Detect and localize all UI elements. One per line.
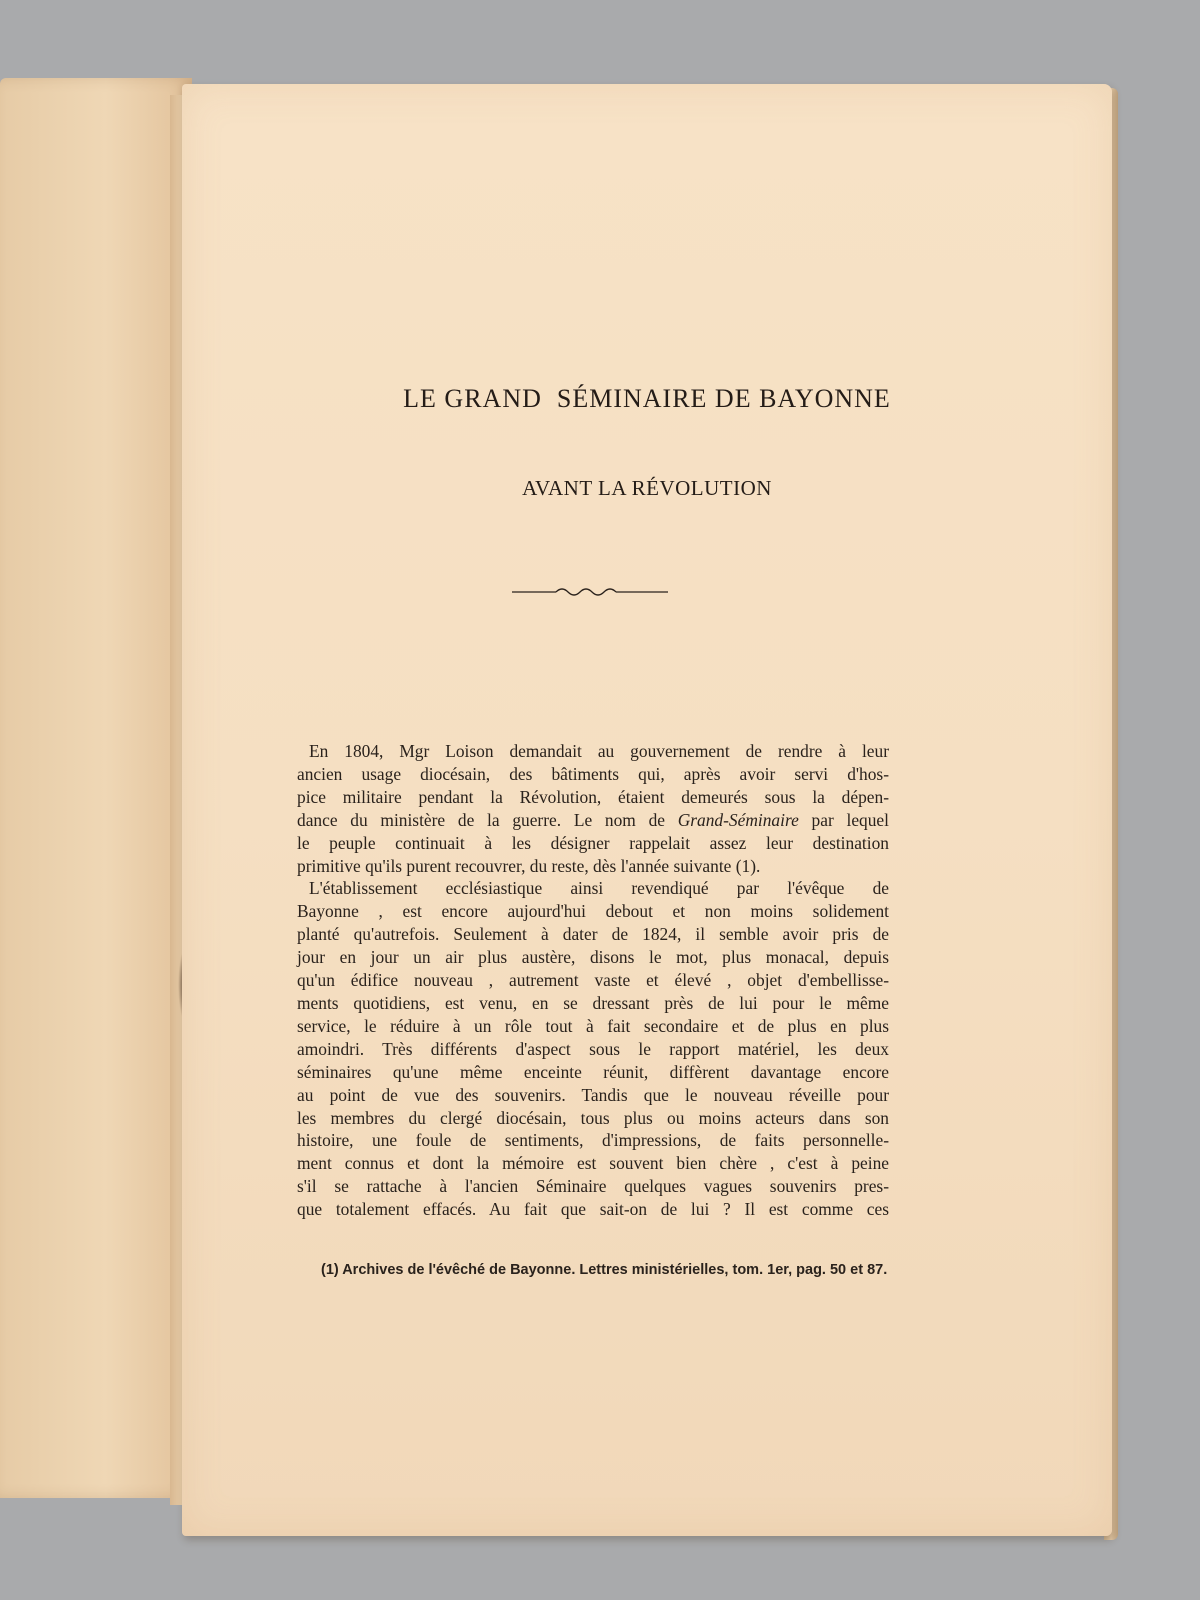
page-title: LE GRAND SÉMINAIRE DE BAYONNE	[403, 384, 891, 413]
text-line: En 1804, Mgr Loison demandait au gouvernement de rendre à leur	[309, 741, 889, 761]
text-line: qu'un édifice nouveau , autrement vaste et élevé , objet d'embellisse-	[297, 970, 889, 991]
footnote: (1) Archives de l'évêché de Bayonne. Lettres ministérielles, tom. 1er, pag. 50 et 87.	[321, 1262, 888, 1278]
text-line: les membres du clergé diocésain, tous plus ou moins acteurs dans son	[297, 1107, 889, 1128]
text-line: service, le réduire à un rôle tout à fait secondaire et de plus en plus	[297, 1015, 889, 1036]
text-segment: par lequel	[798, 809, 889, 830]
text-line: que totalement effacés. Au fait que sait-on de lui ? Il est comme ces	[297, 1199, 889, 1220]
paragraph-1	[297, 740, 889, 877]
italic-term: Grand-Séminaire	[677, 809, 799, 830]
ornament-divider-icon	[512, 585, 668, 599]
page-subtitle: AVANT LA RÉVOLUTION	[522, 476, 772, 500]
text-line: pice militaire pendant la Révolution, étaient demeurés sous la dépen-	[297, 786, 889, 807]
text-line: ancien usage diocésain, des bâtiments qui, après avoir servi d'hos-	[297, 763, 889, 784]
text-line: séminaires qu'une même enceinte réunit, diffèrent davantage encore	[297, 1061, 889, 1082]
text-line	[297, 809, 889, 832]
paragraph-2	[297, 877, 889, 1221]
text-line: Bayonne , est encore aujourd'hui debout et non moins solidement	[297, 901, 889, 922]
text-line: primitive qu'ils purent recouvrer, du reste, dès l'année suivante (1).	[297, 855, 761, 876]
text-line: ment connus et dont la mémoire est souvent bien chère , c'est à peine	[297, 1153, 889, 1174]
left-page	[0, 78, 192, 1498]
body-text	[297, 740, 889, 1221]
text-line: ments quotidiens, est venu, en se dressant près de lui pour le même	[297, 992, 889, 1013]
text-line: jour en jour un air plus austère, disons le mot, plus monacal, depuis	[297, 947, 889, 968]
text-line: amoindri. Très différents d'aspect sous le rapport matériel, les deux	[297, 1038, 889, 1059]
text-line: le peuple continuait à les désigner rappelait assez leur destination	[297, 832, 889, 853]
text-line: L'établissement ecclésiastique ainsi revendiqué par l'évêque de	[309, 878, 889, 899]
text-line: histoire, une foule de sentiments, d'impressions, de faits personnelle-	[297, 1130, 889, 1151]
text-line: planté qu'autrefois. Seulement à dater de 1824, il semble avoir pris de	[297, 924, 889, 945]
text-line: au point de vue des souvenirs. Tandis que le nouveau réveille pour	[297, 1084, 889, 1105]
text-segment: dance du ministère de la guerre. Le nom de	[297, 809, 678, 830]
text-line: s'il se rattache à l'ancien Séminaire quelques vagues souvenirs pres-	[297, 1176, 889, 1197]
